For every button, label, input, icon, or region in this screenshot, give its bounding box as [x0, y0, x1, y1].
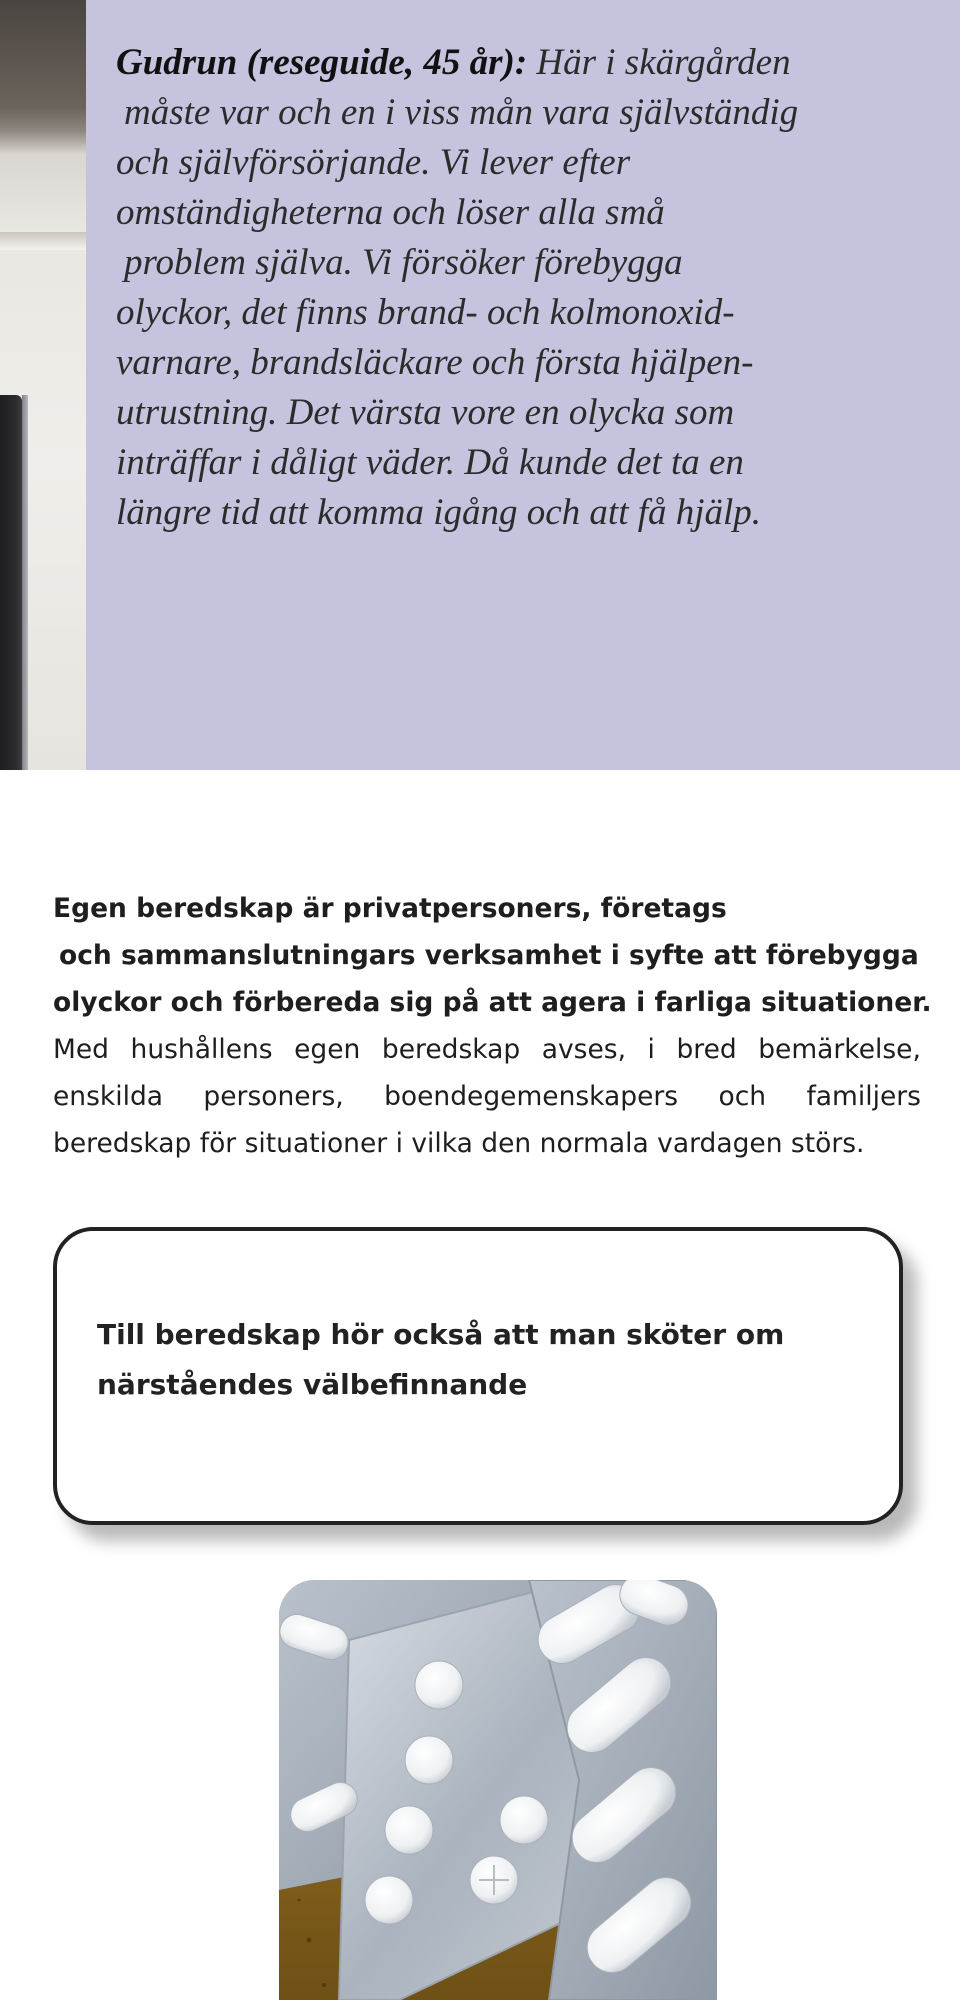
body-bold-line: olyckor och förbereda sig på att agera i farliga situationer.	[53, 987, 932, 1018]
quote-line: omständigheterna och löser alla små	[116, 192, 665, 233]
device-rim	[22, 395, 28, 770]
callout-text	[97, 1310, 857, 1410]
device-body	[0, 395, 22, 770]
body-word: beredskap	[381, 1034, 521, 1065]
quote-panel	[86, 0, 960, 770]
body-word: bemärkelse,	[758, 1034, 921, 1065]
callout-line: närståendes välbefinnande	[97, 1368, 528, 1401]
body-text	[53, 885, 932, 1167]
body-word: boendegemenskapers	[384, 1081, 679, 1112]
quote-line: och självförsörjande. Vi lever efter	[116, 142, 631, 183]
callout-line: Till beredskap hör också att man sköter om	[97, 1318, 785, 1351]
body-regular-line: beredskap för situationer i vilka den normala vardagen störs.	[53, 1128, 865, 1159]
body-word: i	[647, 1034, 655, 1065]
quote-line: varnare, brandsläckare och första hjälpen-	[116, 342, 754, 383]
body-word: personers,	[203, 1081, 344, 1112]
quote-line: olyckor, det finns brand- och kolmonoxid-	[116, 292, 735, 333]
body-regular-line	[53, 1073, 921, 1120]
photo-pill-blister-packs	[279, 1580, 717, 2000]
body-word: familjers	[806, 1081, 921, 1112]
body-bold-line: och sammanslutningars verksamhet i syfte att förebygga	[59, 940, 919, 971]
body-regular-line	[53, 1026, 921, 1073]
quote-line: Gudrun (reseguide, 45 år): Här i skärgården	[116, 42, 791, 83]
shelf-ledge	[0, 232, 86, 250]
body-word: och	[718, 1081, 767, 1112]
body-word: enskilda	[53, 1081, 164, 1112]
quote-section	[0, 0, 960, 770]
pills-illustration	[279, 1580, 717, 2000]
photo-device-on-shelf	[0, 0, 86, 770]
callout-box	[53, 1227, 903, 1525]
body-word: egen	[294, 1034, 361, 1065]
quote-line: måste var och en i viss mån vara självständig	[124, 92, 799, 133]
quote-text	[116, 38, 906, 538]
body-word: avses,	[541, 1034, 626, 1065]
quote-line: problem själva. Vi försöker förebygga	[124, 242, 683, 283]
quote-line: längre tid att komma igång och att få hjälp.	[116, 492, 762, 533]
body-word: bred	[676, 1034, 737, 1065]
quote-line: inträffar i dåligt väder. Då kunde det ta en	[116, 442, 744, 483]
body-bold-line: Egen beredskap är privatpersoners, företags	[53, 893, 727, 924]
body-word: hushållens	[130, 1034, 273, 1065]
body-word: Med	[53, 1034, 109, 1065]
quote-speaker: Gudrun (reseguide, 45 år):	[116, 42, 528, 83]
quote-line: utrustning. Det värsta vore en olycka som	[116, 392, 735, 433]
